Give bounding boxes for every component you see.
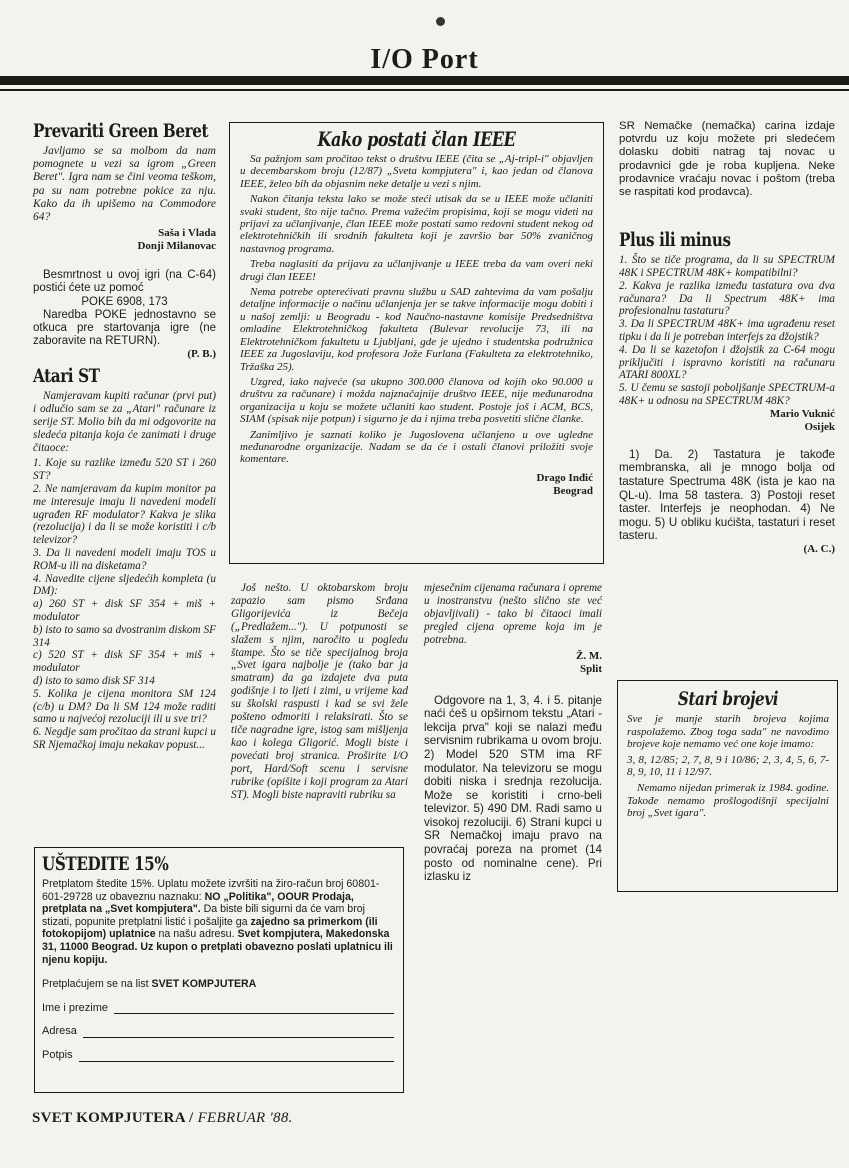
plus-minus-title: Plus ili minus [619, 229, 731, 252]
plus-q5: 5. U čemu se sastoji poboljšanje SPECTRUM-a 48K+ u odnosu na SPECTRUM 48K? [619, 382, 835, 407]
atari-q5: 5. Kolika je cijena monitora SM 124 (c/b) u DM? Da li SM 124 može raditi samo u najvećoj rezoluciji ili u sve tri? [33, 687, 216, 726]
footer [32, 1110, 293, 1127]
plus-q3: 3. Da li SPECTRUM 48K+ ima ugrađenu reset tipku i da li je potreban interfejs za džojstik? [619, 318, 835, 343]
subscription-line: Pretplaćujem se na list SVET KOMPJUTERA [42, 978, 257, 991]
atari-cont3: mjesečnim cijenama računara i opreme u inostranstvu (nešto slično ste već objavljivali) - tako bi čitaoci imali pregled cijena opreme koja im je potrebna. [424, 582, 602, 646]
plus-author: Mario Vuknić [769, 407, 835, 420]
ieee-author: Drago Inđić [536, 471, 593, 484]
ieee-p5: Uzgred, iako najveće (sa ukupno 300.000 članova od kojih oko 90.000 u društvu za računare) i možda najznačajnije društvo IEEE, nije međunarodna organizacija u koju se možete učlaniti kao student. Postoje još i ACM, BCS, SIAM (spisak nije potpun) i sigurno je da i njima treba posvetiti slične članke. [240, 375, 593, 426]
green-beret-reply-2: Naredba POKE jednostavno se otkuca pre startovanja igre (ne zaboravite na RETURN). [33, 308, 216, 348]
plus-q4: 4. Da li se kazetofon i džojstik za C-64 mogu priključiti i ispravno koristiti na računaru ATARI 800XL? [619, 343, 835, 382]
plus-reply-sig: (A. C.) [803, 542, 835, 555]
old-issues-list: 3, 8, 12/85; 2, 7, 8, 9 i 10/86; 2, 3, 4, 5, 6, 7-8, 9, 10, 11 i 12/97. [627, 753, 829, 779]
address-line[interactable] [83, 1027, 394, 1038]
ieee-article [240, 128, 593, 498]
punch-hole [436, 17, 445, 26]
page-title: I/O Port [370, 44, 479, 75]
atari-author: Ž. M. [576, 649, 602, 662]
signature-label: Potpis [42, 1048, 73, 1061]
atari-q4: 4. Navedite cijene sljedećih kompleta (u DM): [33, 572, 216, 598]
atari-reply: Odgovore na 1, 3, 4. i 5. pitanje naći ćeš u opširnom tekstu „Atari - lekcija prva" koji se nalazi među servisnim rubrikama u ovom broju. 2) Model 520 STM ima RF modulator. Na televizoru se mogu dobiti niska i srednja rezolucija. Može se koristiti i crno-beli televizor. 5) 490 DM. Radi samo u visokoj rezoluciji. 6) Strani kupci u SR Nemačkoj imaju pravo na povraćaj poreza na promet (14 posto od nominalne cene). Pri izlasku iz [424, 693, 602, 884]
address-field[interactable] [42, 1025, 394, 1038]
name-line[interactable] [114, 1003, 394, 1014]
footer-brand: SVET KOMPJUTERA / [32, 1110, 194, 1126]
atari-continuation [231, 582, 408, 804]
old-issues-text: Sve je manje starih brojeva kojima raspolažemo. Zbog toga sada" ne navodimo brojeve koje nemamo već one koje imamo: [627, 713, 829, 751]
column-right [619, 120, 835, 556]
subscription-text: Pretplatom štedite 15%. Uplatu možete izvršiti na žiro-račun broj 60801-601-29728 uz obaveznu naznaku: NO „Politika", OOUR Prodaja, pretplata na „Svet kompjutera". Da biste bili sigurni da će vam broj stizati, popunite pretplatni listić i pošaljite ga zajedno sa primerkom (ili fotokopijom) uplatnice na našu adresu. Svet kompjutera, Makedonska 31, 11000 Beograd. Uz kupon o pretplati obavezno poslati uplatnicu ili njenu kopiju. [42, 878, 393, 966]
green-beret-place: Donji Milanovac [137, 240, 216, 253]
atari-q4b: b) isto to samo sa dvostranim diskom SF 314 [33, 623, 216, 649]
atari-q1: 1. Koje su razlike između 520 ST i 260 ST? [33, 457, 216, 483]
old-issues-title: Stari brojevi [677, 688, 779, 710]
atari-q3: 3. Da li navedeni modeli imaju TOS u ROM-u ili na disketama? [33, 547, 216, 572]
atari-cont2: Još nešto. U oktobarskom broju zapazio sam pismo Srđana Gligorijevića iz Bečeja („Predlažem..."). U potpunosti se slažem s njim, naročito u pogledu štampe. Što se tiče specijalnog broja „Svet igara najbolje je (tako bar ja smatram) da ga izdajete dva puta godišnje i to ljeti i zimi, u vrijeme kad su školski raspusti i kad se svi žele pošteno odmoriti i relaksirati. Što se tiče nagradne igre, istog sam mišljenja kao i kolega Gligorić. Mogli biste i povećati broj stranica. Proširite I/O port, Hard/Soft scenu i servisne rubrike (opišite i koji program za Atari ST). Mogli biste napraviti rubriku sa [231, 582, 408, 801]
name-label: Ime i prezime [42, 1001, 109, 1014]
plus-place: Osijek [804, 420, 835, 433]
atari-q6: 6. Negdje sam pročitao da strani kupci u SR Njemačkoj imaju nekakav popust... [33, 726, 216, 751]
old-issues-note: Nemamo nijedan primerak iz 1984. godine. Takođe nemamo prošlogodišnji specijalni broj „Svet igara". [627, 781, 829, 820]
atari-title: Atari ST [33, 365, 100, 388]
green-beret-title: Prevariti Green Beret [33, 120, 209, 142]
address-label: Adresa [42, 1025, 77, 1038]
atari-q2: 2. Ne namjeravam da kupim monitor pa me interesuje imaju li navedeni modeli ugrađen RF modulator? Kakva je slika (rezolucija) i da li se može koristiti i c/b televizor? [33, 483, 216, 547]
atari-reply-cont: SR Nemačke (nemačka) carina izdaje potvrdu uz koju možete pri sledećem dolasku dobiti natrag taj novac u prodavnici gde je roba kupljena. Neke prodavnice vraćaju novac i poštom (treba se raspitati kod prodavca). [619, 120, 835, 199]
footer-issue: FEBRUAR '88. [197, 1110, 293, 1126]
signature-line[interactable] [79, 1051, 394, 1062]
ieee-p6: Zanimljivo je saznati koliko je Jugoslovena učlanjeno u ove ugledne međunarodne organizacije. Nadam se da će i ostali članovi priložiti svoje komentare. [240, 428, 593, 466]
atari-intro: Namjeravam kupiti računar (prvi put) i odlučio sam se za „Atari" računare iz serije ST. Molio bih da mi odgovorite na sledeća pitanja koja će zanimati i druge čitaoce: [33, 390, 216, 454]
ieee-p4: Nema potrebe opterećivati pravnu službu u SAD zahtevima da vam pošalju detaljne informacije o načinu učlanjenja jer se takve informacije mogu dobiti i u našoj zemlji: u Beogradu - kod Naučno-nastavne komisije Predsedništva omladine Elektrotehničkog fakulteta (Bulevar revolucije 73, ili na Elektrotehničkom fakultetu u Ljubljani, gde je ujedno i studentska podružnica IEEE za Jugoslaviju, kod profesora Jože Furlana (Fakulteta za elektrotehniko, Tržaška 25). [240, 286, 593, 373]
ieee-p2: Nakon čitanja teksta lako se može steći utisak da se u IEEE može učlaniti svaki student, što nije tačno. Prema važećim propisima, koji se mogu videti na prijavi za učlanjivanje, član IEEE može postati samo redovni student nekog od elektrotehničkih ili srodnih fakulteta koji je završio bar 50% zvaničnog nastavnog programa. [240, 193, 593, 255]
column-middle [424, 582, 602, 887]
ieee-title: Kako postati član IEEE [317, 127, 516, 151]
signature-field[interactable] [42, 1049, 394, 1062]
header-rule [0, 76, 849, 85]
subscription [42, 853, 394, 1062]
plus-q2: 2. Kakva je razlika između tastatura ova dva računara? Da li Spectrum 48K+ ima profesionalnu tastaturu? [619, 279, 835, 318]
atari-q4a: a) 260 ST + disk SF 354 + miš + modulator [33, 598, 216, 623]
atari-q4d: d) isto to samo disk SF 314 [33, 674, 155, 687]
column-left [33, 120, 216, 752]
ieee-p1: Sa pažnjom sam pročitao tekst o društvu IEEE (čita se „Aj-tripl-i" objavljen u decembarskom broju (12/87) „Sveta kompjutera" i, kao jedan od članova IEEE, želeo bih da objasnim neke detalje u vezi s njim. [240, 153, 593, 190]
green-beret-reply: Besmrtnost u ovoj igri (na C-64) postići ćete uz pomoć [33, 269, 216, 295]
name-field[interactable] [42, 1002, 394, 1015]
plus-reply: 1) Da. 2) Tastatura je takođe membranska, ali je mnogo bolja od tastature Spectruma 48K (ista je kao na QL-u). Ima 58 tastera. 3) Postoji reset taster. Interfejs je neophodan. 4) Ne mogu. 5) U obliku kućišta, tastaturi i reset tasteru. [619, 447, 835, 543]
plus-q1: 1. Što se tiče programa, da li su SPECTRUM 48K i SPECTRUM 48K+ kompatibilni? [619, 254, 835, 280]
header-rule-thin [0, 89, 849, 91]
green-beret-author: Saša i Vlada [158, 227, 216, 240]
old-issues [627, 688, 829, 823]
ieee-place: Beograd [553, 484, 593, 497]
subscription-title: UŠTEDITE 15% [42, 853, 169, 875]
ieee-p3: Treba naglasiti da prijavu za učlanjivanje u IEEE treba da vam overi neki drugi član IEEE! [240, 258, 593, 283]
atari-q4c: c) 520 ST + disk SF 354 + miš + modulator [33, 649, 216, 675]
green-beret-reply-sig: (P. B.) [187, 348, 216, 361]
poke-code: POKE 6908, 173 [81, 295, 168, 308]
green-beret-letter: Javljamo se sa molbom da nam pomognete u vezi sa igrom „Green Beret". Igra nam se čini veoma teškom, pa su nam potrebne pokice za nju. Kako da ih upišemo na Commodore 64? [33, 145, 216, 224]
atari-place: Split [579, 662, 602, 675]
